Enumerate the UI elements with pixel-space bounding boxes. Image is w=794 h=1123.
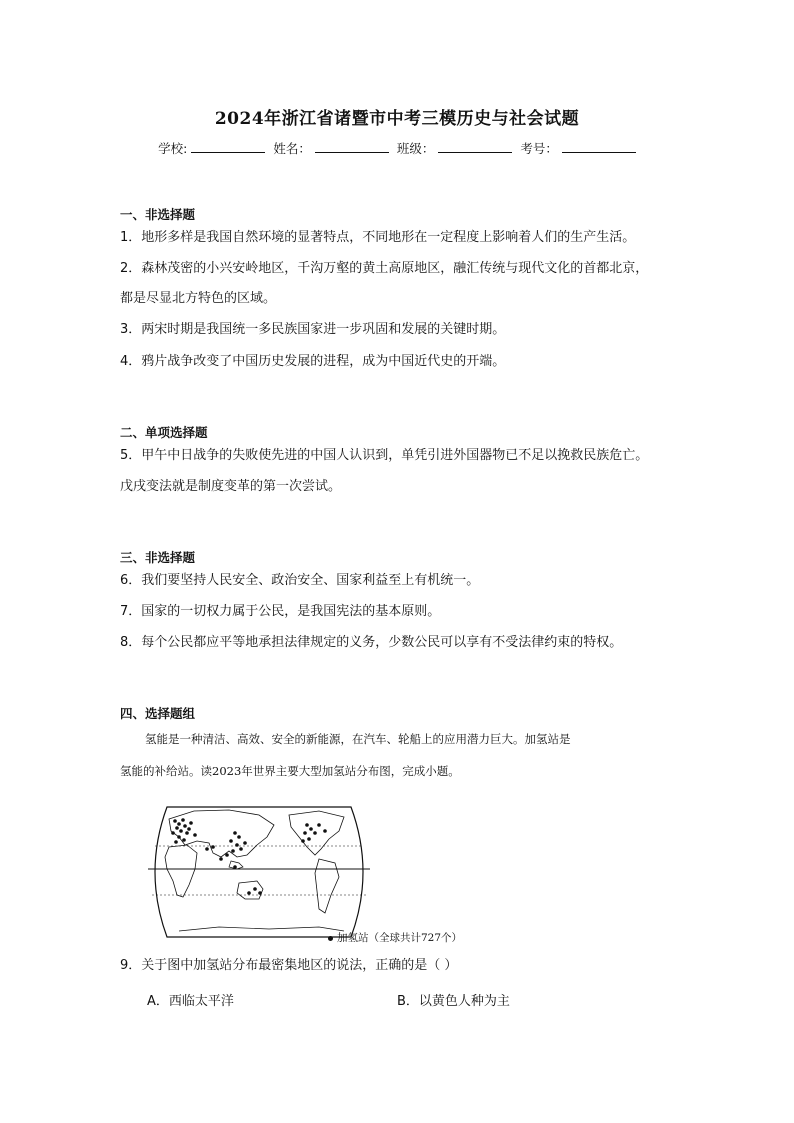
name-blank [315,140,389,153]
class-label: 班级： [396,141,435,156]
question-line: 7．国家的一切权力属于公民，是我国宪法的基本原则。 [120,604,441,619]
class-blank [438,140,512,153]
question-line: 都是尽显北方特色的区域。 [120,291,277,306]
world-map [139,797,379,947]
option-b[interactable]: B．以黄色人种为主 [397,994,510,1009]
question-line: 4．鸦片战争改变了中国历史发展的进程，成为中国近代史的开端。 [120,354,506,369]
option-a[interactable]: A．西临太平洋 [147,994,234,1009]
question-line: 戊戌变法就是制度变革的第一次尝试。 [120,479,342,494]
section-heading: 一、非选择题 [120,207,196,222]
map-legend [328,930,462,945]
school-label: 学校: [158,141,188,156]
question-line: 1．地形多样是我国自然环境的显著特点，不同地形在一定程度上影响着人们的生产生活。 [120,230,636,245]
exam-number-blank [562,140,636,153]
section-heading: 三、非选择题 [120,550,196,565]
question-line: 2．森林茂密的小兴安岭地区，千沟万壑的黄土高原地区，融汇传统与现代文化的首都北京， [120,261,649,276]
section-heading: 四、选择题组 [120,706,196,721]
question-9-stem: 9．关于图中加氢站分布最密集地区的说法，正确的是（ ） [120,958,458,973]
question-line: 6．我们要坚持人民安全、政治安全、国家利益至上有机统一。 [120,573,480,588]
question-line: 5．甲午中日战争的失败使先进的中国人认识到，单凭引进外国器物已不足以挽救民族危亡。 [120,448,649,463]
question-line: 8．每个公民都应平等地承担法律规定的义务，少数公民可以享有不受法律约束的特权。 [120,635,623,650]
passage-line: 氢能是一种清洁、高效、安全的新能源，在汽车、轮船上的应用潜力巨大。加氢站是 [145,732,571,746]
name-label: 姓名： [273,141,311,156]
school-blank [191,140,265,153]
world-map-svg [139,797,379,947]
section-heading: 二、单项选择题 [120,425,208,440]
passage-line: 氢能的补给站。读2023年世界主要大型加氢站分布图，完成小题。 [120,764,460,778]
station-dot-icon [328,936,333,941]
exam-number-label: 考号： [520,141,558,156]
question-line: 3．两宋时期是我国统一多民族国家进一步巩固和发展的关键时期。 [120,322,506,337]
student-info-row [0,139,794,157]
page-title: 2024年浙江省诸暨市中考三模历史与社会试题 [214,109,580,129]
map-legend-text: 加氢站（全球共计727个） [337,932,463,944]
